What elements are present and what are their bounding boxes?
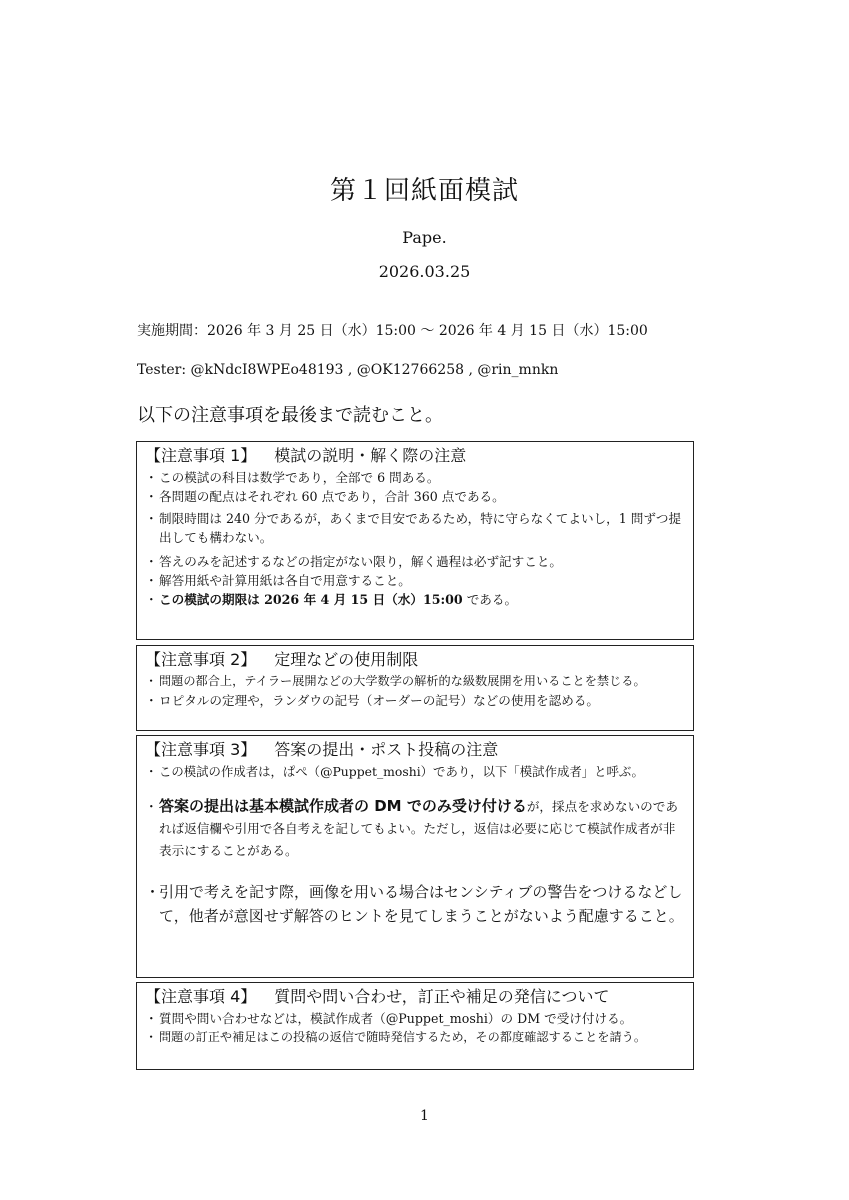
notice-title: 答案の提出・ポスト投稿の注意 <box>274 740 499 759</box>
notice-heading <box>145 738 685 762</box>
submission-rule: 答案の提出は基本模試作成者の DM でのみ受け付ける <box>159 797 527 815</box>
author: Pape. <box>402 228 447 247</box>
list-item: ・この模試の期限は 2026 年 4 月 15 日（水）15:00 である。 <box>145 592 518 607</box>
page-number: 1 <box>420 1108 429 1124</box>
notice-box-2 <box>136 645 694 731</box>
notice-heading <box>145 444 685 468</box>
notice-title: 質問や問い合わせ，訂正や補足の発信について <box>274 987 610 1006</box>
list-item: ・質問や問い合わせなどは，模試作成者（@Puppet_moshi）の DM で受け付ける。 <box>145 1011 633 1026</box>
list-item: ・制限時間は 240 分であるが，あくまで目安であるため，特に守らなくてよいし，1 問ずつ提出しても構わない。 <box>145 511 682 545</box>
list-item: ・引用で考えを記す際，画像を用いる場合はセンシティブの警告をつけるなどして，他者が意図せず解答のヒントを見てしまうことがないよう配慮すること。 <box>145 883 684 925</box>
list-item: ・ 問題の訂正や補足はこの投稿の返信で随時発信するため，その都度確認することを請う。 <box>145 1030 647 1044</box>
list-item: ・ロピタルの定理や，ランダウの記号（オーダーの記号）などの使用を認める。 <box>145 693 600 708</box>
list-item: ・答案の提出は基本模試作成者の DM でのみ受け付けるが，採点を求めないのであれば返信欄や引用で各自考えを記してもよい。ただし，返信は必要に応じて模試作成者が非表示にすることがある。 <box>145 797 678 858</box>
exam-period: 実施期間：2026 年 3 月 25 日（水）15:00 〜 2026 年 4 月 15 日（水）15:00 <box>137 323 648 339</box>
page-title: 第１回紙面模試 <box>329 176 519 206</box>
notice-label: 【注意事項 3】 <box>145 740 257 759</box>
notice-box-3 <box>136 735 694 978</box>
intro-text: 以下の注意事項を最後まで読むこと。 <box>137 405 443 426</box>
list-item: ・各問題の配点はそれぞれ 60 点であり，合計 360 点である。 <box>145 489 505 504</box>
notice-label: 【注意事項 2】 <box>145 650 257 669</box>
notice-label: 【注意事項 1】 <box>145 446 257 465</box>
notice-heading <box>145 985 685 1009</box>
notice-label: 【注意事項 4】 <box>145 987 257 1006</box>
notice-heading <box>145 648 685 672</box>
notice-title: 模試の説明・解く際の注意 <box>274 446 467 465</box>
list-item: ・ 問題の都合上，テイラー展開などの大学数学の解析的な級数展開を用いることを禁じる。 <box>145 674 646 688</box>
list-item: ・ この模試の作成者は，ぱぺ（@Puppet_moshi）であり，以下「模試作成者」と呼ぶ。 <box>145 764 644 779</box>
notice-title: 定理などの使用制限 <box>274 650 419 669</box>
list-item: ・この模試の科目は数学であり，全部で 6 問ある。 <box>145 470 440 485</box>
list-item: ・解答用紙や計算用紙は各自で用意すること。 <box>145 573 411 588</box>
list-item: ・答えのみを記述するなどの指定がない限り，解く過程は必ず記すこと。 <box>145 554 562 569</box>
date: 2026.03.25 <box>378 262 471 281</box>
notice-box-1 <box>136 441 694 640</box>
notice-box-4 <box>136 982 694 1070</box>
tester-list: Tester: @kNdcI8WPEo48193 , @OK12766258 , @rin_mnkn <box>137 362 559 378</box>
deadline-text: この模試の期限は 2026 年 4 月 15 日（水）15:00 <box>159 592 463 607</box>
